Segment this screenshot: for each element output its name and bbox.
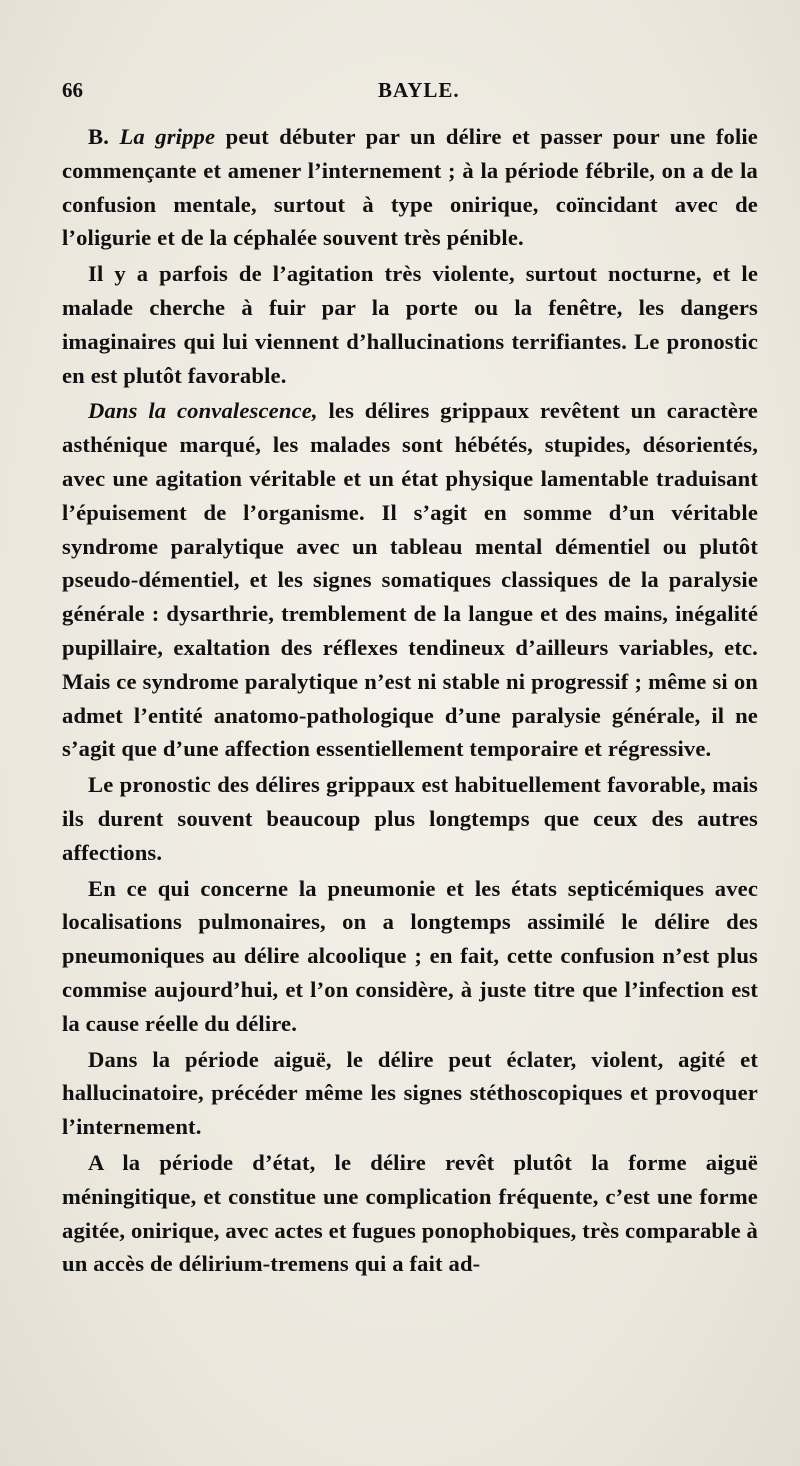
page-header <box>62 78 760 112</box>
italic-heading-grippe: La grippe <box>119 124 216 149</box>
section-letter: B. <box>88 124 120 149</box>
paragraph-text: Il y a parfois de l’agitation très violente, surtout nocturne, et le malade cherche à fuir par la porte ou la fenêtre, les dangers imaginaires qui lui viennent d’hallucinations terrifiantes. Le pronostic en est plutôt favorable. <box>62 261 758 388</box>
paragraph-pronostic <box>62 768 758 869</box>
paragraph-periode-etat <box>62 1146 758 1281</box>
paragraph-text: peut débuter par un délire et passer pour une folie commençante et amener l’internement ; à la période fébrile, on a de la confusion mentale, surtout à type onirique, coïncidant avec de l’oligurie et de la céphalée souvent très pénible. <box>62 124 758 251</box>
running-head: BAYLE. <box>378 78 460 102</box>
paragraph-pneumonie <box>62 872 758 1041</box>
paragraph-text: Le pronostic des délires grippaux est habituellement favorable, mais ils durent souvent beaucoup plus longtemps que ceux des autres affections. <box>62 772 758 865</box>
italic-heading-convalescence: Dans la convalescence, <box>88 398 318 424</box>
paragraph-periode-aigue <box>62 1043 758 1144</box>
paragraph-convalescence <box>62 394 758 766</box>
body-text <box>62 120 758 1283</box>
paragraph-text: A la période d’état, le délire revêt plutôt la forme aiguë méningitique, et constitue une complication fréquente, c’est une forme agitée, onirique, avec actes et fugues ponophobiques, très comparable à un accès de délirium-tremens qui a fait ad- <box>62 1149 758 1277</box>
paragraph-text: En ce qui concerne la pneumonie et les états septicémiques avec localisations pulmonaires, on a longtemps assimilé le délire des pneumoniques au délire alcoolique ; en fait, cette confusion n’est plus commise aujourd’hui, et l’on considère, à juste titre que l’infection est la cause réelle du délire. <box>62 875 758 1036</box>
page-number: 66 <box>62 78 83 102</box>
paragraph-text: Dans la période aiguë, le délire peut éclater, violent, agité et hallucinatoire, précéder même les signes stéthoscopiques et provoquer l’internement. <box>62 1046 758 1140</box>
paragraph-grippe <box>62 120 758 255</box>
paragraph-agitation <box>62 257 758 392</box>
paragraph-text: les délires grippaux revêtent un caractère asthénique marqué, les malades sont hébétés, stupides, désorientés, avec une agitation véritable et un état physique lamentable traduisant l’épuisement de l’organisme. Il s’agit en somme d’un véritable syndrome paralytique avec un tableau mental démentiel ou plutôt pseudo-démentiel, et les signes somatiques classiques de la paralysie générale : dysarthrie, tremblement de la langue et des mains, inégalité pupillaire, exaltation des réflexes tendineux d’ailleurs variables, etc. Mais ce syndrome paralytique n’est ni stable ni progressif ; même si on admet l’entité anatomo-pathologique d’une paralysie générale, il ne s’agit que d’une affection essentiellement temporaire et régressive. <box>62 398 758 762</box>
